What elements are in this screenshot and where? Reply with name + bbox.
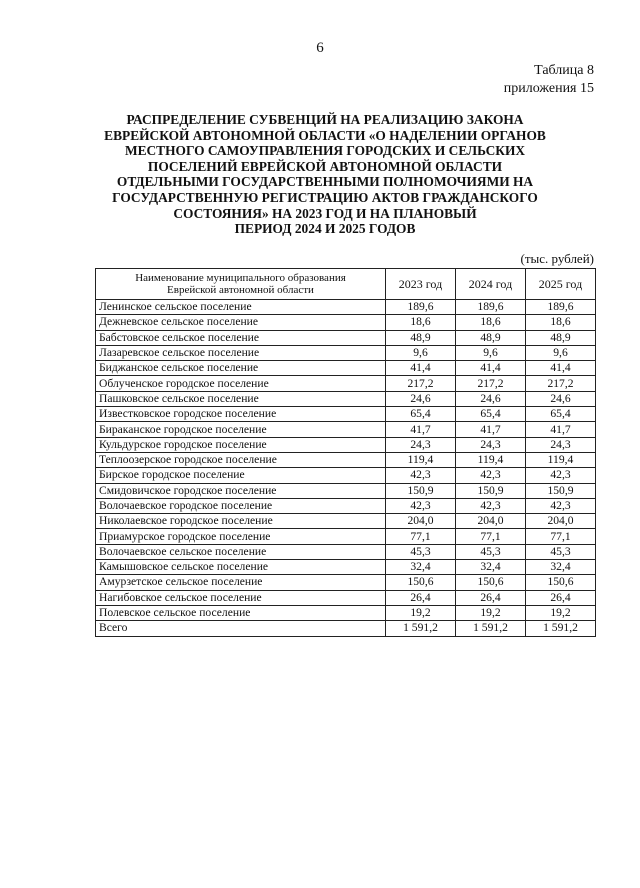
amount-2023: 41,7	[386, 422, 456, 437]
amount-2025: 1 591,2	[526, 621, 596, 636]
table-row	[96, 605, 596, 620]
table-row	[96, 529, 596, 544]
municipality-name: Бираканское городское поселение	[96, 422, 386, 437]
amount-2023: 189,6	[386, 300, 456, 315]
header-municipality	[96, 269, 386, 300]
amount-2025: 45,3	[526, 544, 596, 559]
table-row	[96, 300, 596, 315]
amount-2025: 48,9	[526, 330, 596, 345]
amount-2023: 19,2	[386, 605, 456, 620]
table-row	[96, 621, 596, 636]
table-reference	[504, 62, 594, 98]
amount-2023: 217,2	[386, 376, 456, 391]
municipality-name: Волочаевское сельское поселение	[96, 544, 386, 559]
table-row	[96, 590, 596, 605]
table-row	[96, 361, 596, 376]
amount-2024: 217,2	[456, 376, 526, 391]
title-line: ЕВРЕЙСКОЙ АВТОНОМНОЙ ОБЛАСТИ «О НАДЕЛЕНИИ ОРГАНОВ	[104, 127, 546, 143]
amount-2023: 26,4	[386, 590, 456, 605]
amount-2024: 19,2	[456, 605, 526, 620]
subventions-table	[95, 268, 596, 637]
amount-2024: 41,4	[456, 361, 526, 376]
table-row	[96, 330, 596, 345]
appendix-label: приложения 15	[503, 81, 594, 96]
amount-2024: 77,1	[456, 529, 526, 544]
amount-2025: 18,6	[526, 315, 596, 330]
amount-2023: 48,9	[386, 330, 456, 345]
amount-2023: 42,3	[386, 468, 456, 483]
municipality-name: Полевское сельское поселение	[96, 605, 386, 620]
amount-2025: 217,2	[526, 376, 596, 391]
municipality-name: Известковское городское поселение	[96, 407, 386, 422]
table-row	[96, 498, 596, 513]
table-row	[96, 437, 596, 452]
document-title	[80, 112, 570, 237]
amount-2024: 9,6	[456, 345, 526, 360]
title-line: ПЕРИОД 2024 И 2025 ГОДОВ	[234, 221, 416, 237]
amount-2024: 48,9	[456, 330, 526, 345]
amount-2024: 119,4	[456, 452, 526, 467]
title-line: МЕСТНОГО САМОУПРАВЛЕНИЯ ГОРОДСКИХ И СЕЛЬСКИХ	[124, 143, 526, 159]
amount-2023: 24,3	[386, 437, 456, 452]
amount-2025: 19,2	[526, 605, 596, 620]
header-year-2025: 2025 год	[526, 269, 596, 300]
title-line: СОСТОЯНИЯ» НА 2023 ГОД И НА ПЛАНОВЫЙ	[173, 205, 477, 221]
municipality-name: Камышовское сельское поселение	[96, 560, 386, 575]
amount-2025: 204,0	[526, 514, 596, 529]
amount-2024: 42,3	[456, 498, 526, 513]
amount-2023: 24,6	[386, 391, 456, 406]
table-row	[96, 560, 596, 575]
table-row	[96, 575, 596, 590]
municipality-name: Биджанское сельское поселение	[96, 361, 386, 376]
municipality-name: Смидовичское городское поселение	[96, 483, 386, 498]
table-row	[96, 544, 596, 559]
table-row	[96, 514, 596, 529]
amount-2023: 65,4	[386, 407, 456, 422]
municipality-name: Пашковское сельское поселение	[96, 391, 386, 406]
municipality-name: Волочаевское городское поселение	[96, 498, 386, 513]
municipality-name: Облученское городское поселение	[96, 376, 386, 391]
amount-2024: 45,3	[456, 544, 526, 559]
amount-2023: 45,3	[386, 544, 456, 559]
title-line: ПОСЕЛЕНИЙ ЕВРЕЙСКОЙ АВТОНОМНОЙ ОБЛАСТИ	[147, 158, 503, 174]
amount-2025: 41,4	[526, 361, 596, 376]
amount-2025: 42,3	[526, 468, 596, 483]
amount-2023: 18,6	[386, 315, 456, 330]
municipality-name: Ленинское сельское поселение	[96, 300, 386, 315]
municipality-name: Лазаревское сельское поселение	[96, 345, 386, 360]
municipality-name: Амурзетское сельское поселение	[96, 575, 386, 590]
table-row	[96, 391, 596, 406]
amount-2023: 32,4	[386, 560, 456, 575]
table-label: Таблица 8	[534, 63, 594, 78]
table-row	[96, 376, 596, 391]
title-line: ГОСУДАРСТВЕННУЮ РЕГИСТРАЦИЮ АКТОВ ГРАЖДАНСКОГО	[112, 189, 538, 205]
amount-2024: 32,4	[456, 560, 526, 575]
amount-2023: 204,0	[386, 514, 456, 529]
amount-2025: 189,6	[526, 300, 596, 315]
amount-2023: 150,6	[386, 575, 456, 590]
amount-2024: 26,4	[456, 590, 526, 605]
title-line: ОТДЕЛЬНЫМИ ГОСУДАРСТВЕННЫМИ ПОЛНОМОЧИЯМИ НА	[116, 174, 534, 190]
table-row	[96, 345, 596, 360]
amount-2024: 204,0	[456, 514, 526, 529]
amount-2024: 18,6	[456, 315, 526, 330]
municipality-name: Кульдурское городское поселение	[96, 437, 386, 452]
municipality-name: Бирское городское поселение	[96, 468, 386, 483]
header-year-2023: 2023 год	[386, 269, 456, 300]
municipality-name: Бабстовское сельское поселение	[96, 330, 386, 345]
amount-2024: 189,6	[456, 300, 526, 315]
amount-2025: 119,4	[526, 452, 596, 467]
header-name-line: Наименование муниципального образования	[135, 272, 346, 284]
amount-2025: 32,4	[526, 560, 596, 575]
amount-2025: 26,4	[526, 590, 596, 605]
page-number: 6	[316, 40, 324, 56]
amount-2025: 77,1	[526, 529, 596, 544]
table-row	[96, 468, 596, 483]
table-row	[96, 483, 596, 498]
amount-2025: 24,6	[526, 391, 596, 406]
title-line: РАСПРЕДЕЛЕНИЕ СУБВЕНЦИЙ НА РЕАЛИЗАЦИЮ ЗАКОНА	[126, 112, 524, 127]
table-row	[96, 422, 596, 437]
header-year-2024: 2024 год	[456, 269, 526, 300]
amount-2024: 150,9	[456, 483, 526, 498]
table-row	[96, 452, 596, 467]
municipality-name: Дежневское сельское поселение	[96, 315, 386, 330]
municipality-name: Нагибовское сельское поселение	[96, 590, 386, 605]
amount-2024: 24,6	[456, 391, 526, 406]
amount-2024: 65,4	[456, 407, 526, 422]
amount-2024: 1 591,2	[456, 621, 526, 636]
amount-2025: 9,6	[526, 345, 596, 360]
municipality-name: Приамурское городское поселение	[96, 529, 386, 544]
units-label: (тыс. рублей)	[520, 251, 594, 266]
amount-2024: 42,3	[456, 468, 526, 483]
municipality-name: Николаевское городское поселение	[96, 514, 386, 529]
municipality-name: Теплоозерское городское поселение	[96, 452, 386, 467]
amount-2023: 150,9	[386, 483, 456, 498]
amount-2024: 41,7	[456, 422, 526, 437]
amount-2025: 65,4	[526, 407, 596, 422]
amount-2025: 150,6	[526, 575, 596, 590]
amount-2023: 9,6	[386, 345, 456, 360]
table-header-row	[96, 269, 596, 300]
amount-2023: 1 591,2	[386, 621, 456, 636]
amount-2025: 24,3	[526, 437, 596, 452]
amount-2024: 24,3	[456, 437, 526, 452]
municipality-name: Всего	[96, 621, 386, 636]
table-row	[96, 407, 596, 422]
amount-2023: 41,4	[386, 361, 456, 376]
amount-2025: 150,9	[526, 483, 596, 498]
amount-2023: 42,3	[386, 498, 456, 513]
table-row	[96, 315, 596, 330]
amount-2023: 77,1	[386, 529, 456, 544]
amount-2025: 42,3	[526, 498, 596, 513]
header-name-line: Еврейской автономной области	[167, 284, 314, 296]
amount-2023: 119,4	[386, 452, 456, 467]
amount-2025: 41,7	[526, 422, 596, 437]
amount-2024: 150,6	[456, 575, 526, 590]
